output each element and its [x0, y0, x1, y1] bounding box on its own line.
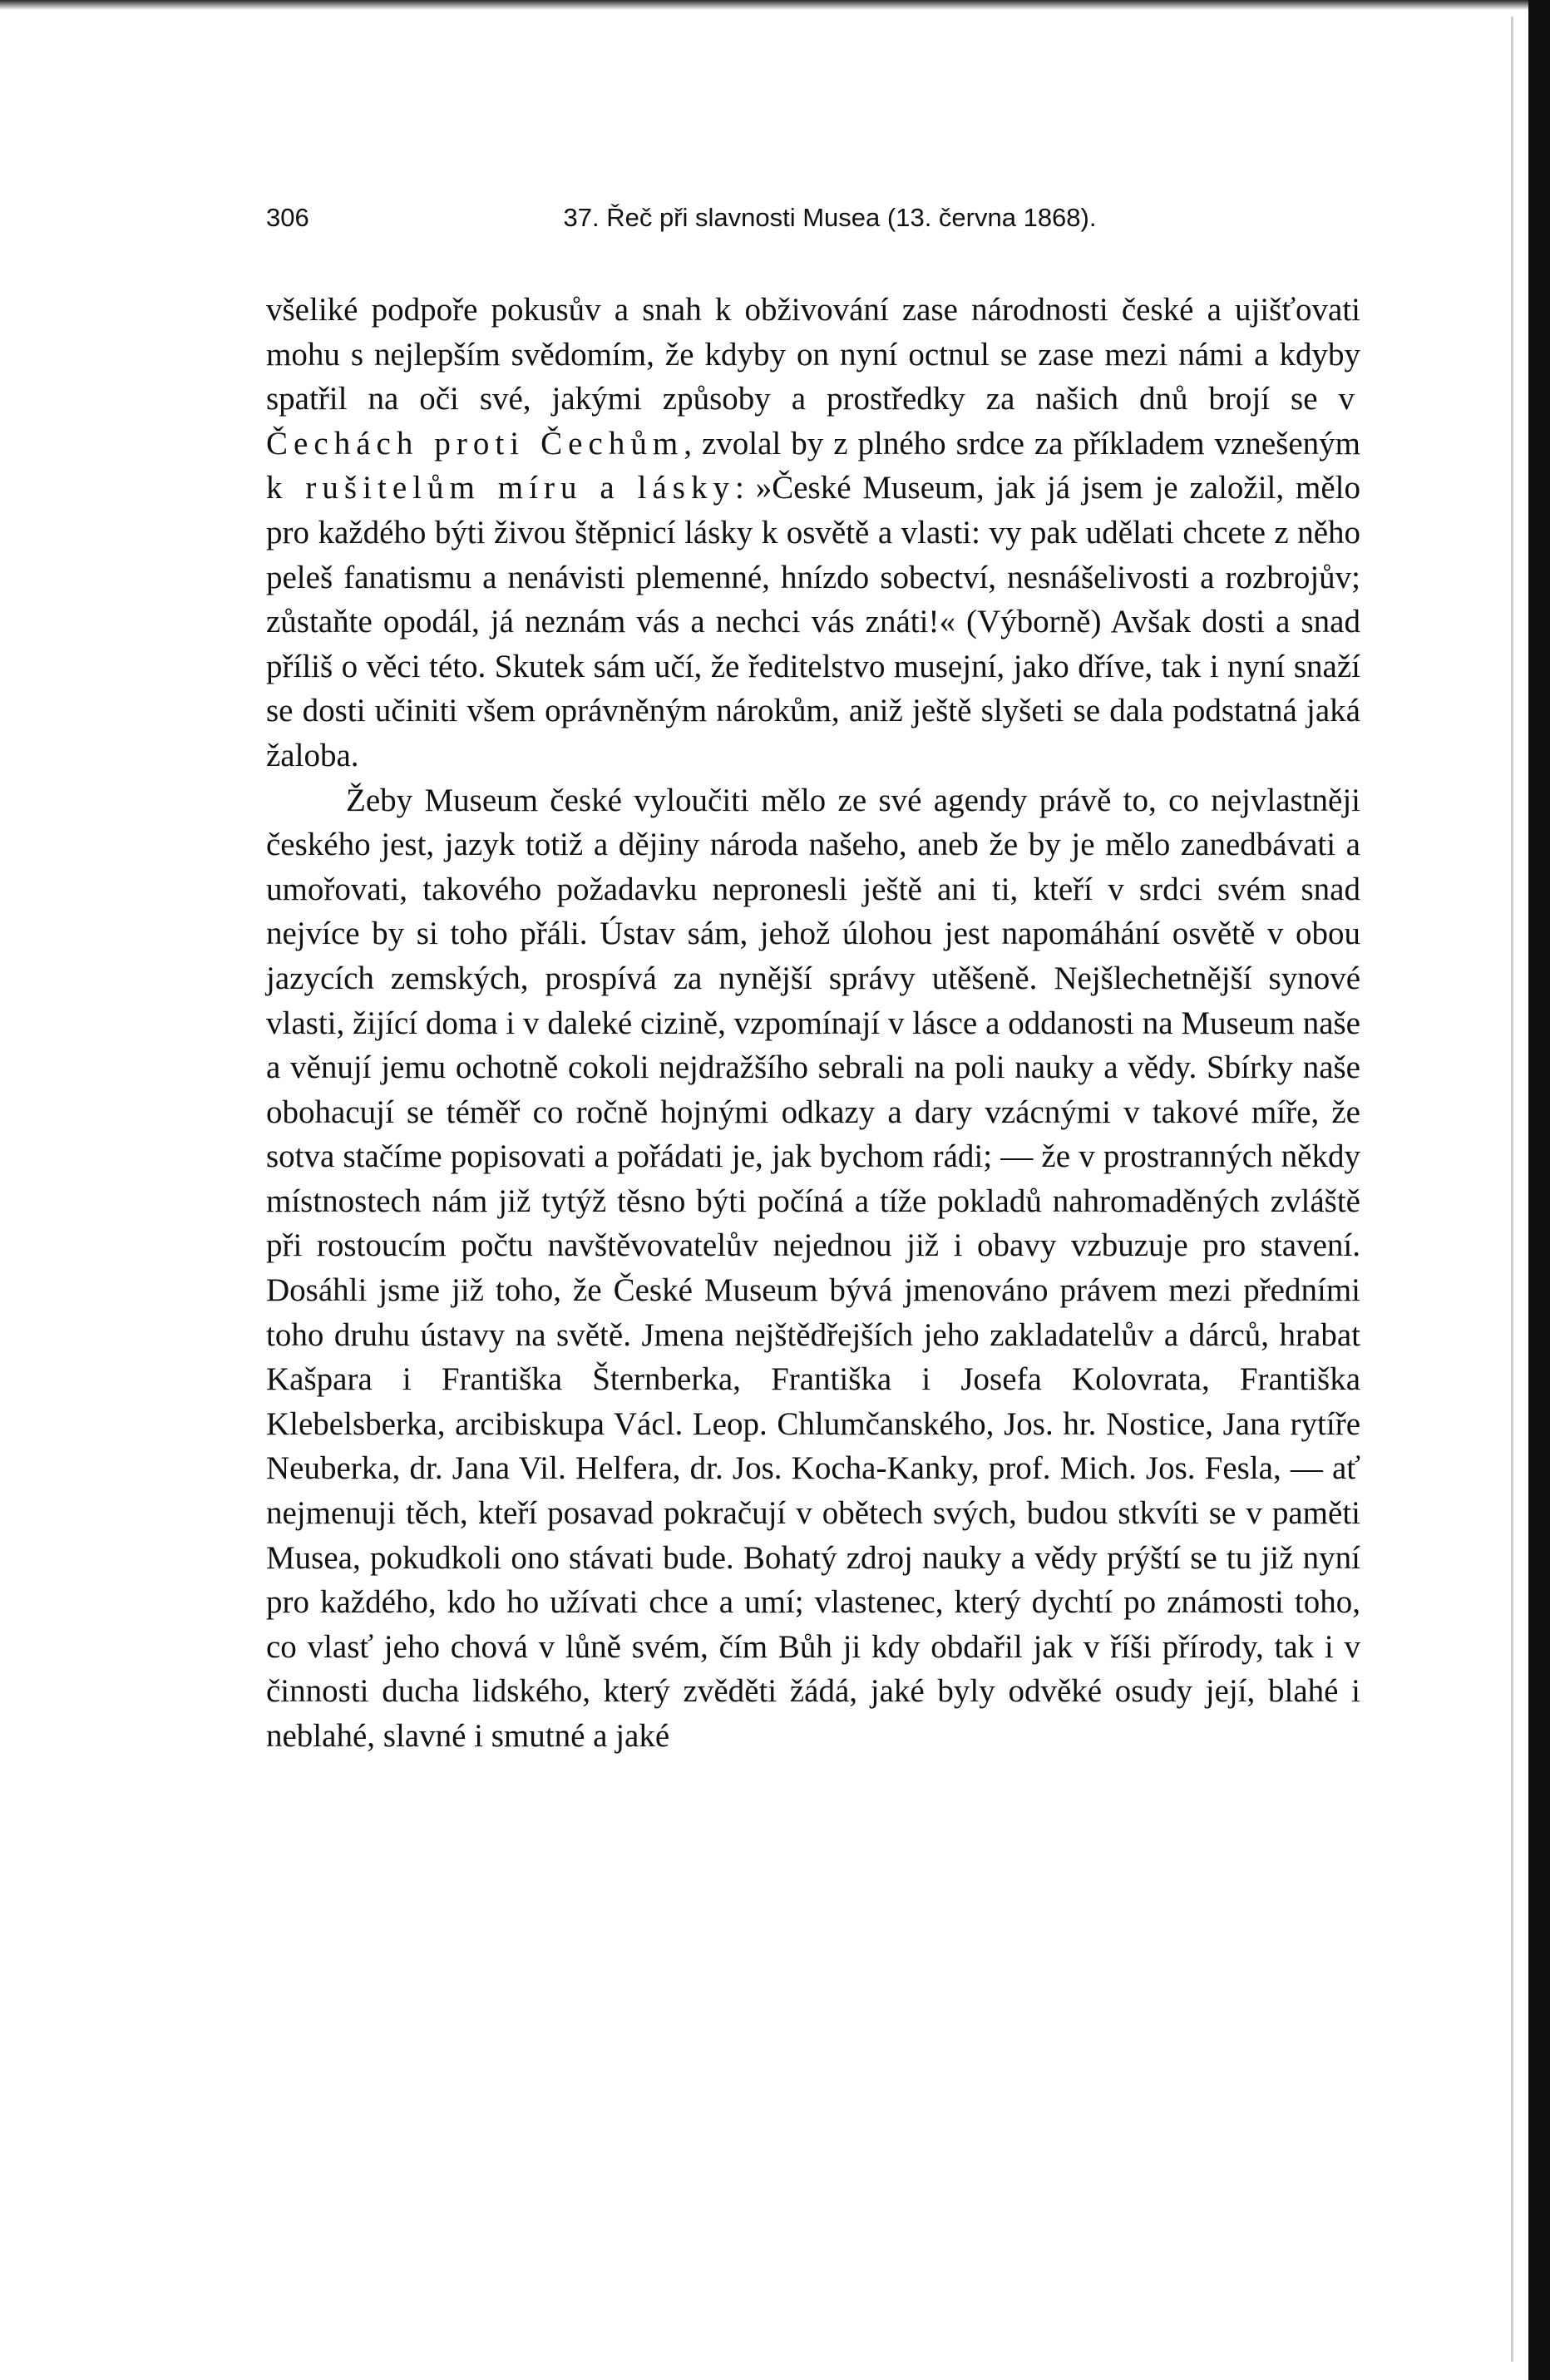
- body-text: [266, 288, 1360, 1759]
- book-page: [266, 193, 1360, 1759]
- scan-edge-right: [1528, 0, 1550, 2380]
- paragraph-1-text-a: všeliké podpoře pokusův a snah k obživování zase národnosti české a ujišťovati mohu s nejlepším svědomím, že kdyby on nyní octnul se zase mezi námi a kdyby spatřil na oči své, jakými způsoby a prostředky za našich dnů brojí se: [266, 292, 1360, 417]
- paragraph-1-text-c: : »České Museum, jak já jsem je založil, mělo pro každého býti živou štěpnicí lásky k osvětě a vlasti: vy pak udělati chcete z něho peleš fanatismu a nenávisti plemenné, hnízdo sobectví, nesnášelivosti a rozbrojův; zůstaňte opodál, já neznám vás a nechci vás znáti!« (Výborně) Avšak dosti a snad příliš o věci této. Skutek sám učí, že ředitelstvo musejní, jako dříve, tak i nyní snaží se dosti učiniti všem oprávněným nárokům, aniž ještě slyšeti se dala podstatná jaká žaloba.: [266, 470, 1360, 773]
- scan-gutter-line: [1511, 17, 1513, 2362]
- page-number: 306: [266, 203, 309, 232]
- paragraph-2-text: Žeby Museum české vyloučiti mělo ze své agendy právě to, co nejvlastněji českého jest, jazyk totiž a dějiny národa našeho, aneb že by je mělo zanedbávati a umořovati, takového požadavku nepronesli ještě ani ti, kteří v srdci svém snad nejvíce by si toho přáli. Ústav sám, jehož úlohou jest napomáhání osvětě v obou jazycích zemských, prospívá za nynější správy utěšeně. Nejšlechetnější synové vlasti, žijící doma i v daleké cizině, vzpomínají v lásce a oddanosti na Museum naše a věnují jemu ochotně cokoli nejdražšího sebrali na poli nauky a vědy. Sbírky naše obohacují se téměř co ročně hojnými odkazy a dary vzácnými v takové míře, že sotva stačíme popisovati a pořádati je, jak bychom rádi; — že v prostranných někdy místnostech nám již tytýž těsno býti počíná a tíže pokladů nahromaděných zvláště při rostoucím počtu navštěvovatelův nejednou již i obavy vzbuzuje pro stavení. Dosáhli jsme již toho, že České Museum bývá jmenováno právem mezi předními toho druhu ústavy na světě. Jmena nejštědřejších jeho zakladatelův a dárců, hrabat Kašpara i Františka Šternberka, Františka i Josefa Kolovrata, Františka Klebelsberka, arcibiskupa Václ. Leop. Chlumčanského, Jos. hr. Nostice, Jana rytíře Neuberka, dr. Jana Vil. Helfera, dr. Jos. Kocha-Kanky, prof. Mich. Jos. Fesla, — ať nejmenuji těch, kteří posavad pokračují v obětech svých, budou stkvíti se v paměti Musea, pokudkoli ono stávati bude. Bohatý zdroj nauky a vědy prýští se tu již nyní pro každého, kdo ho užívati chce a umí; vlastenec, který dychtí po známosti toho, co vlasť jeho chová v lůně svém, čím Bůh ji kdy obdařil jak v říši přírody, tak i v činnosti ducha lidského, který zvěděti žádá, jaké byly odvěké osudy její, blahé i neblahé, slavné i smutné a jaké: [266, 782, 1360, 1754]
- paragraph-2: [266, 778, 1360, 1759]
- paragraph-1-spaced-phrase-b: k rušitelům míru a lásky: [266, 470, 735, 506]
- scan-edge-top: [0, 0, 1550, 10]
- paragraph-1-text-b: , zvolal by z plného srdce za příkladem vznešeným: [684, 425, 1360, 462]
- paragraph-1: [266, 288, 1360, 778]
- paragraph-1-spaced-phrase-a: v Čechách proti Čechům: [266, 381, 1360, 462]
- page-header: [266, 193, 1360, 243]
- running-title: 37. Řeč při slavnosti Musea (13. června 1868).: [563, 203, 1097, 232]
